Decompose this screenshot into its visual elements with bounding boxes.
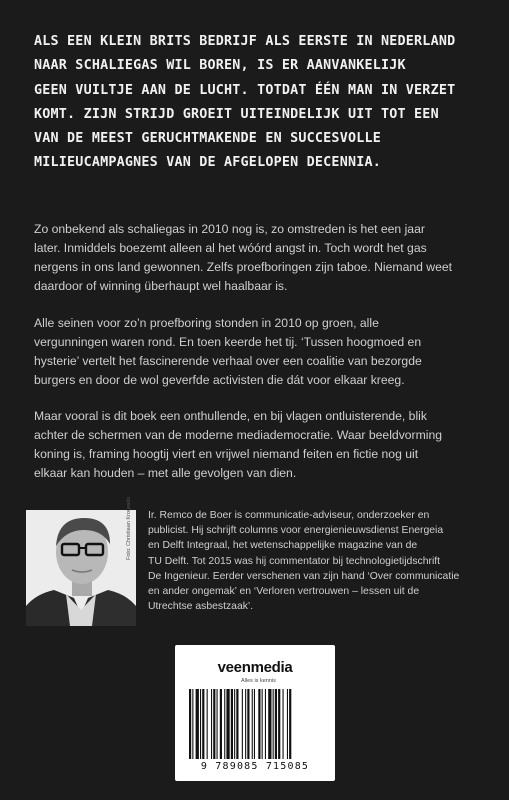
barcode-bar bbox=[189, 689, 191, 759]
headline-line: GEEN VUILTJE AAN DE LUCHT. TOTDAT ÉÉN MAN IN VERZET bbox=[34, 82, 456, 98]
paragraph-line: burgers en door de wol geverfde activisten die dát voor elkaar kreeg. bbox=[34, 373, 405, 387]
barcode-bar bbox=[275, 689, 277, 759]
barcode-bar bbox=[283, 689, 284, 759]
barcode-bar bbox=[234, 689, 235, 759]
barcode-bar bbox=[247, 689, 249, 759]
headline-line: ALS EEN KLEIN BRITS BEDRIJF ALS EERSTE IN NEDERLAND bbox=[34, 34, 456, 49]
barcode-bar bbox=[220, 689, 222, 759]
bio-line: publicist. Hij schrijft columns voor energienieuwsdienst Energeia bbox=[148, 525, 444, 537]
bio-line: en Delft Integraal, het wetenschappelijke magazine van de bbox=[148, 540, 418, 552]
bio-line: en ander ongemak’ en ‘Verloren vertrouwen – lessen uit de bbox=[148, 586, 420, 598]
publisher-logo: veenmedia bbox=[217, 659, 293, 676]
barcode-bar bbox=[226, 689, 229, 759]
barcode-bar bbox=[196, 689, 199, 759]
bio-line: TU Delft. Tot 2015 was hij commentator bij technologietijdschrift bbox=[148, 555, 441, 567]
paragraph-line: daardoor of winning überhaupt wel haalbaar is. bbox=[34, 279, 288, 293]
headline-line: NAAR SCHALIEGAS WIL BOREN, IS ER AANVANKELIJK bbox=[34, 58, 406, 74]
publisher-tagline: Alles is kennis bbox=[241, 678, 276, 684]
barcode-box bbox=[175, 645, 335, 781]
paragraph-line: Maar vooral is dit boek een onthullende, en bij vlagen ontluisterende, blik bbox=[34, 409, 427, 423]
barcode-bar bbox=[289, 689, 291, 759]
barcode-bar bbox=[254, 689, 255, 759]
headline-line: MILIEUCAMPAGNES VAN DE AFGELOPEN DECENNIA. bbox=[34, 155, 381, 171]
bio-line: Utrechtse asbestzaak’. bbox=[148, 601, 254, 613]
barcode-bar bbox=[258, 689, 260, 759]
paragraph-line: Zo onbekend als schaliegas in 2010 nog is, zo omstreden is het een jaar bbox=[34, 222, 425, 236]
paragraph-line: achter de schermen van de moderne mediademocratie. Waar beeldvorming bbox=[34, 428, 443, 442]
barcode-bar bbox=[211, 689, 212, 759]
barcode-bar bbox=[224, 689, 225, 759]
barcode-bar bbox=[278, 689, 280, 759]
barcode-bar bbox=[245, 689, 246, 759]
bio-line: De Ingenieur. Eerder verschenen van zijn hand ‘Over communicatie bbox=[148, 570, 460, 582]
photo-credit: Foto: Christiaan Krouwels bbox=[126, 497, 132, 560]
paragraph-line: elkaar kan houden – met alle gevolgen van dien. bbox=[34, 466, 297, 480]
isbn-number: 9 789085 715085 bbox=[200, 761, 310, 772]
barcode-icon bbox=[189, 689, 321, 759]
paragraph-line: later. Inmiddels boezemt alleen al het wóórd angst in. Toch wordt het gas bbox=[34, 241, 427, 255]
author-portrait-icon bbox=[26, 510, 136, 626]
barcode-bar bbox=[207, 689, 208, 759]
headline-line: KOMT. ZIJN STRIJD GROEIT UITEINDELIJK UIT TOT EEN bbox=[34, 106, 439, 122]
barcode-bar bbox=[287, 689, 288, 759]
paragraph-line: hysterie’ vertelt het fascinerende verhaal over een coalitie van bezorgde bbox=[34, 354, 422, 368]
barcode-bar bbox=[265, 689, 266, 759]
barcode-bar bbox=[213, 689, 215, 759]
paragraph-1 bbox=[34, 220, 484, 296]
paragraph-line: vergunningen waren rond. En toen keerde het tij. ‘Tussen hoogmoed en bbox=[34, 335, 422, 349]
headline-line: VAN DE MEEST GERUCHTMAKENDE EN SUCCESVOLLE bbox=[34, 131, 381, 147]
barcode-bar bbox=[202, 689, 204, 759]
barcode-bar bbox=[268, 689, 271, 759]
headline bbox=[34, 30, 486, 176]
paragraph-line: koning is, framing hoogtij viert en vrijwel niemand feiten en fictie nog uit bbox=[34, 447, 419, 461]
barcode-bar bbox=[273, 689, 274, 759]
barcode-bar bbox=[236, 689, 238, 759]
barcode-bar bbox=[231, 689, 233, 759]
paragraph-3 bbox=[34, 407, 484, 483]
barcode-bar bbox=[217, 689, 218, 759]
bio-line: Ir. Remco de Boer is communicatie-adviseur, onderzoeker en bbox=[148, 510, 430, 521]
author-bio bbox=[148, 508, 493, 614]
barcode-bar bbox=[200, 689, 201, 759]
author-photo bbox=[26, 510, 136, 626]
barcode-bar bbox=[252, 689, 253, 759]
paragraph-line: nergens in ons land gewonnen. Zelfs proefboringen zijn taboe. Niemand weet bbox=[34, 260, 453, 274]
barcode-bar bbox=[192, 689, 193, 759]
barcode-bar bbox=[242, 689, 243, 759]
paragraph-2 bbox=[34, 314, 484, 390]
barcode-bar bbox=[262, 689, 263, 759]
paragraph-line: Alle seinen voor zo’n proefboring stonden in 2010 op groen, alle bbox=[34, 316, 379, 330]
